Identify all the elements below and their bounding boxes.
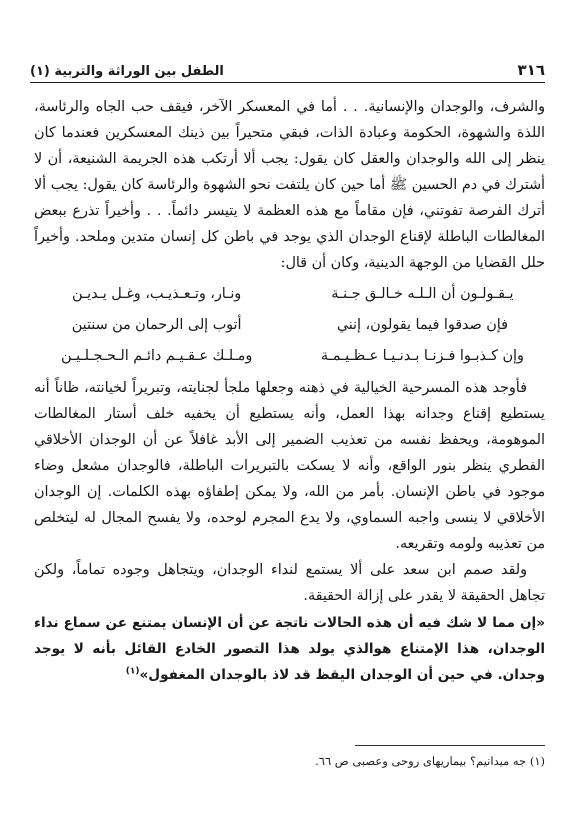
paragraph-2: فأوجد هذه المسرحية الخيالية في ذهنه وجعلها ملجأ لجنايته، وتبريراً لخيانته، ظاناً أنه يستطيع إقناع وجدانه بهذا العمل، وأنه يستطيع أن يخفيه خلف أستار المغالطات الموهومة، ويحفظ نفسه من تعذيب الضمير إلى الأبد غافلاً عن أن الوجدان الأخلاقي الفطري ينظر بنور الواقع، وأنه لا يسكت بالتبريرات الباطلة، فالوجدان مشعل وضاء موجود في باطن الإنسان. بأمر من الله، ولا يمكن إطفاؤه بهذه الكلمات. إن الوجدان الأخلاقي لا ينسى واجبه السماوي، ولا يدع المجرم لوحده، ولا يفسح المجال له ليتخلص من تعذيبه ولومه وتقريعه. xyxy=(34,380,545,552)
poem-verse-1 xyxy=(34,279,545,310)
page-number: ٣١٦ xyxy=(517,61,545,79)
verse-1-second-hemistich: ونـار، وتـعـذيـب، وغـل يـديـن xyxy=(72,286,242,302)
verse-2-first-hemistich: فإن صدقوا فيما يقولون، إنني xyxy=(336,317,508,333)
footnote-reference[interactable]: (١) xyxy=(125,666,140,677)
page-body xyxy=(34,94,545,688)
verse-3-second-hemistich: ومـلـك عـقـيـم دائـم الـحـجـلـيـن xyxy=(61,348,253,364)
poem xyxy=(34,279,545,372)
running-title: الطفل بين الوراثة والتربية (١) xyxy=(30,64,224,79)
verse-1-first-hemistich: يـقـولـون أن الـلـه خـالـق جـنـة xyxy=(331,286,514,302)
footnote-divider xyxy=(355,745,545,746)
quote-text: «إن مما لا شك فيه أن هذه الحالات ناتجة عن أن الإنسان يمتنع عن سماع نداء الوجدان، هذا الإمتناع هوالذي يولد هذا التصور الخادع القائل بأنه لا يوجد وجدان. في حين أن الوجدان اليقظ قد لاذ بالوجدان المغفول» xyxy=(34,615,545,683)
verse-2-second-hemistich: أتوب إلى الرحمان من سنتين xyxy=(71,317,242,333)
page-header xyxy=(30,60,545,83)
verse-3-first-hemistich: وإن كـذبـوا فـزنـا بـدنـيـا عـظـيـمـة xyxy=(320,348,524,364)
paragraph-1: والشرف، والوجدان والإنسانية. . . أما في المعسكر الآخر، فيقف حب الجاه والرئاسة، اللذة والشهوة، الحكومة وعبادة الذات، فبقي متحيراً بين ذينك المعسكرين فعندما كان ينظر إلى الله والوجدان والعقل كان يقول: يجب ألا أرتكب هذه الجريمة الشنيعة، أن لا أشترك في دم الحسين ﷺ أما حين كان يلتفت نحو الشهوة والرئاسة كان يقول: يجب ألا أترك الفرصة تفوتني، فإن مقاماً مع هذه العظمة لا يتيسر دائماً. . . وأخيراً تذرع ببعض المغالطات الباطلة لإقناع الوجدان الذي يوجد في باطن كل إنسان متدين وملحد. وأخيراً حلل القضايا من الوجهة الدينية، وكان أن قال: xyxy=(34,99,545,271)
footnote: (١) جه ميدانيم؟ بيماريهاى روحى وعصبى ص ٦٦. xyxy=(315,754,545,768)
block-quote xyxy=(34,610,545,688)
poem-verse-3 xyxy=(34,341,545,372)
paragraph-3: ولقد صمم ابن سعد على ألا يستمع لنداء الوجدان، ويتجاهل وجوده تماماً، ولكن تجاهل الحقيقة لا يقدر على إزالة الحقيقة. xyxy=(34,562,545,604)
poem-verse-2 xyxy=(34,310,545,341)
